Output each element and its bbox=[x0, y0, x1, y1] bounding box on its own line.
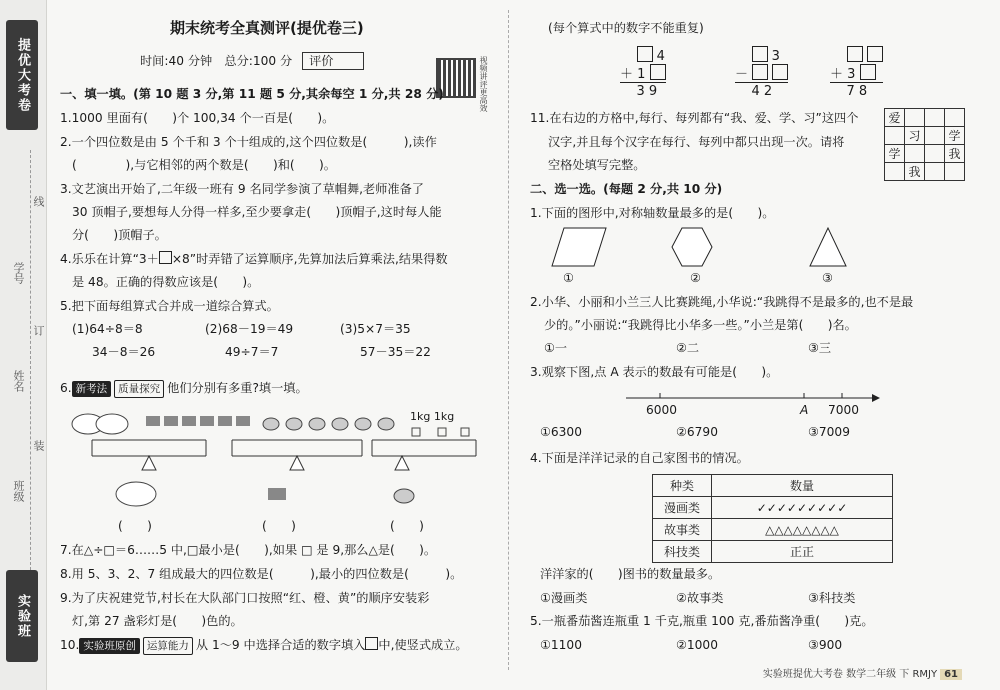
q5-eq-3b: 57－35＝22 bbox=[360, 345, 431, 359]
cow-icon bbox=[200, 416, 214, 426]
rabbit-icon bbox=[332, 418, 348, 430]
fulcrum-1 bbox=[142, 456, 156, 470]
question-11c: 空格处填写完整。 bbox=[548, 158, 646, 172]
arith-problem-1: 4 ＋ 1 3 9 bbox=[620, 46, 666, 101]
q5-eq-2b: 49÷7＝7 bbox=[225, 345, 279, 359]
select-1: 1.下面的图形中,对称轴数量最多的是( )。 bbox=[530, 206, 775, 220]
cow-icon bbox=[182, 416, 196, 426]
select-4: 4.下面是洋洋记录的自己家图书的情况。 bbox=[530, 451, 749, 465]
s3-option-1[interactable]: ①6300 bbox=[540, 425, 582, 439]
q10-text-pre: 从 1～9 中选择合适的数字填入 bbox=[195, 638, 366, 652]
q10-tag: 实验班原创 bbox=[79, 638, 140, 654]
brand-tab-2: 实验班 bbox=[6, 570, 38, 662]
s4-option-2[interactable]: ②故事类 bbox=[676, 591, 724, 605]
table-header: 数量 bbox=[712, 475, 893, 497]
s1-option-1[interactable]: ① bbox=[563, 271, 574, 285]
axis-label-a: A bbox=[800, 403, 809, 417]
grid-cell[interactable]: 学 bbox=[885, 145, 905, 163]
rabbit-icon bbox=[355, 418, 371, 430]
rabbit-icon bbox=[394, 489, 414, 503]
table-cell: 正正 bbox=[712, 541, 893, 563]
rating-label: 评价 bbox=[309, 54, 334, 68]
weight-icon bbox=[412, 428, 420, 436]
select-4-question: 洋洋家的( )图书的数量最多。 bbox=[540, 567, 721, 581]
s2-option-3[interactable]: ③三 bbox=[808, 341, 832, 355]
question-9a: 9.为了庆祝建党节,村长在大队部门口按照“红、橙、黄”的顺序安装彩 bbox=[60, 591, 430, 605]
answer-box[interactable] bbox=[847, 46, 863, 62]
question-2a: 2.一个四位数是由 5 个千和 3 个十组成的,这个四位数是( ),读作 bbox=[60, 135, 437, 149]
grid-cell[interactable]: 我 bbox=[905, 163, 925, 181]
fulcrum-3 bbox=[395, 456, 409, 470]
s5-option-1[interactable]: ①1100 bbox=[540, 638, 582, 652]
answer-box[interactable] bbox=[752, 64, 768, 80]
label-class: 班级 bbox=[12, 480, 25, 502]
question-7: 7.在△÷□＝6……5 中,□最小是( ),如果 □ 是 9,那么△是( )。 bbox=[60, 543, 437, 557]
question-3b: 30 顶帽子,要想每人分得一样多,至少要拿走( )顶帽子,这时每人能 bbox=[72, 205, 442, 219]
answer-box[interactable] bbox=[772, 64, 788, 80]
answer-box[interactable] bbox=[860, 64, 876, 80]
sheep-icon bbox=[96, 414, 128, 434]
footer-text: 实验班提优大考卷 数学二年级 下 RMJY bbox=[762, 669, 938, 680]
sheep-icon bbox=[116, 482, 156, 506]
arith-note: (每个算式中的数字不能重复) bbox=[548, 21, 704, 35]
s5-option-2[interactable]: ②1000 bbox=[676, 638, 718, 652]
table-header: 种类 bbox=[653, 475, 712, 497]
grid-cell[interactable] bbox=[945, 109, 965, 127]
select-5: 5.一瓶番茄酱连瓶重 1 千克,瓶重 100 克,番茄酱净重( )克。 bbox=[530, 614, 874, 628]
q5-eq-1a: (1)64÷8＝8 bbox=[72, 322, 143, 336]
table-cell: 故事类 bbox=[653, 519, 712, 541]
q10-text-post: 中,使竖式成立。 bbox=[378, 638, 468, 652]
parallelogram-icon bbox=[552, 228, 606, 266]
rating-box[interactable] bbox=[302, 52, 364, 70]
q10-number: 10. bbox=[60, 638, 80, 652]
table-cell: ✓✓✓✓✓✓✓✓✓ bbox=[712, 497, 893, 519]
page-title: 期末统考全真测评(提优卷三) bbox=[170, 19, 364, 37]
question-4a bbox=[60, 251, 448, 267]
grid-cell[interactable] bbox=[905, 145, 925, 163]
fulcrum-2 bbox=[290, 456, 304, 470]
s5-option-3[interactable]: ③900 bbox=[808, 638, 843, 652]
axis-label-7000: 7000 bbox=[828, 403, 860, 417]
question-10 bbox=[60, 637, 468, 655]
grid-cell[interactable] bbox=[905, 109, 925, 127]
page-number: 61 bbox=[940, 669, 962, 680]
time-score-text: 时间:40 分钟 总分:100 分 bbox=[140, 54, 293, 68]
question-5: 5.把下面每组算式合并成一道综合算式。 bbox=[60, 299, 279, 313]
q6-blank-rabbit[interactable]: ( ) bbox=[390, 519, 424, 533]
cow-icon bbox=[236, 416, 250, 426]
axis-arrow bbox=[872, 394, 880, 402]
qr-caption: 视频讲评更高效 bbox=[479, 56, 488, 112]
grid-cell[interactable] bbox=[885, 127, 905, 145]
answer-box[interactable] bbox=[365, 637, 378, 650]
q5-eq-3a: (3)5×7＝35 bbox=[340, 322, 411, 336]
page-footer bbox=[763, 665, 962, 680]
grid-cell[interactable] bbox=[925, 163, 945, 181]
grid-cell[interactable]: 爱 bbox=[885, 109, 905, 127]
grid-cell[interactable] bbox=[925, 145, 945, 163]
question-4b: 是 48。正确的得数应该是( )。 bbox=[72, 275, 260, 289]
answer-box[interactable] bbox=[752, 46, 768, 62]
rabbit-icon bbox=[286, 418, 302, 430]
q6-tag2: 质量探究 bbox=[114, 380, 164, 398]
cow-icon bbox=[164, 416, 178, 426]
q5-eq-1b: 34－8＝26 bbox=[92, 345, 156, 359]
rabbit-icon bbox=[309, 418, 325, 430]
grid-cell[interactable]: 学 bbox=[945, 127, 965, 145]
q10-tag2: 运算能力 bbox=[143, 637, 193, 655]
q4-text-pre: 4.乐乐在计算“3＋ bbox=[60, 252, 159, 266]
answer-box[interactable] bbox=[650, 64, 666, 80]
grid-cell[interactable]: 我 bbox=[945, 145, 965, 163]
grid-cell[interactable] bbox=[945, 163, 965, 181]
table-cell: 漫画类 bbox=[653, 497, 712, 519]
s3-option-3[interactable]: ③7009 bbox=[808, 425, 850, 439]
weight-icon bbox=[461, 428, 469, 436]
word-grid bbox=[884, 108, 965, 181]
q4-text-post: ×8”时弄错了运算顺序,先算加法后算乘法,结果得数 bbox=[171, 252, 448, 266]
question-3c: 分( )顶帽子。 bbox=[72, 228, 167, 242]
question-6: 6. 新考法 质量探究 他们分别有多重?填一填。 bbox=[60, 380, 308, 398]
s1-option-2[interactable]: ② bbox=[690, 271, 701, 285]
section-2-heading: 二、选一选。(每题 2 分,共 10 分) bbox=[530, 182, 723, 196]
hexagon-icon bbox=[672, 228, 712, 266]
arith-problem-3: ＋ 3 7 8 bbox=[830, 46, 883, 101]
label-name: 姓名 bbox=[12, 370, 25, 392]
question-8: 8.用 5、3、2、7 组成最大的四位数是( ),最小的四位数是( )。 bbox=[60, 567, 463, 581]
rabbit-icon bbox=[263, 418, 279, 430]
s4-option-3[interactable]: ③科技类 bbox=[808, 591, 856, 605]
cow-icon bbox=[146, 416, 160, 426]
book-table bbox=[652, 474, 893, 563]
question-11a: 11.在右边的方格中,每行、每列都有“我、爱、学、习”这四个 bbox=[530, 111, 859, 125]
column-divider bbox=[508, 10, 509, 670]
question-11b: 汉字,并且每个汉字在每行、每列中都只出现一次。请将 bbox=[548, 135, 845, 149]
s2-option-1[interactable]: ①一 bbox=[544, 341, 568, 355]
question-3a: 3.文艺演出开始了,二年级一班有 9 名同学参演了草帽舞,老师准备了 bbox=[60, 182, 424, 196]
rabbit-icon bbox=[378, 418, 394, 430]
q6-weights: 1kg 1kg bbox=[410, 410, 455, 423]
s3-option-2[interactable]: ②6790 bbox=[676, 425, 718, 439]
label-xian: 线 bbox=[32, 196, 45, 207]
select-2b: 少的。”小丽说:“我跳得比小华多一些。”小兰是第( )名。 bbox=[544, 318, 857, 332]
axis-label-6000: 6000 bbox=[646, 403, 678, 417]
triangle-icon bbox=[810, 228, 846, 266]
q6-blank-cow[interactable]: ( ) bbox=[262, 519, 296, 533]
s1-option-3[interactable]: ③ bbox=[822, 271, 833, 285]
arith-problem-2: 3 － 4 2 bbox=[735, 46, 788, 101]
table-cell: △△△△△△△△ bbox=[712, 519, 893, 541]
s2-option-2[interactable]: ②二 bbox=[676, 341, 700, 355]
label-number: 学号 bbox=[12, 262, 25, 284]
q6-text: 他们分别有多重?填一填。 bbox=[167, 381, 308, 395]
s4-option-1[interactable]: ①漫画类 bbox=[540, 591, 588, 605]
cow-icon bbox=[218, 416, 232, 426]
q6-blank-sheep[interactable]: ( ) bbox=[118, 519, 152, 533]
answer-box[interactable] bbox=[159, 251, 172, 264]
question-1: 1.1000 里面有( )个 100,34 个一百是( )。 bbox=[60, 111, 335, 125]
question-2b: ( ),与它相邻的两个数是( )和( )。 bbox=[72, 158, 336, 172]
select-2a: 2.小华、小丽和小兰三人比赛跳绳,小华说:“我跳得不是最多的,也不是最 bbox=[530, 295, 914, 309]
grid-cell[interactable] bbox=[925, 109, 945, 127]
section-1-heading: 一、填一填。(第 10 题 3 分,第 11 题 5 分,其余每空 1 分,共 28 分) bbox=[60, 87, 444, 101]
cow-icon bbox=[268, 488, 286, 500]
grid-cell[interactable] bbox=[925, 127, 945, 145]
label-ding: 订 bbox=[32, 325, 45, 336]
table-cell: 科技类 bbox=[653, 541, 712, 563]
question-9b: 灯,第 27 盏彩灯是( )色的。 bbox=[72, 614, 243, 628]
shapes-figure bbox=[540, 224, 860, 270]
answer-box[interactable] bbox=[867, 46, 883, 62]
answer-box[interactable] bbox=[637, 46, 653, 62]
brand-tab: 提优大考卷 bbox=[6, 20, 38, 130]
weight-icon bbox=[438, 428, 446, 436]
time-score bbox=[140, 52, 364, 70]
q5-eq-2a: (2)68－19＝49 bbox=[205, 322, 294, 336]
binding-line bbox=[30, 150, 31, 570]
label-zhuang: 装 bbox=[32, 440, 45, 451]
grid-cell[interactable]: 习 bbox=[905, 127, 925, 145]
grid-cell[interactable] bbox=[885, 163, 905, 181]
q6-tag: 新考法 bbox=[72, 381, 112, 397]
binding-margin bbox=[0, 0, 47, 690]
select-3: 3.观察下图,点 A 表示的数最有可能是( )。 bbox=[530, 365, 779, 379]
